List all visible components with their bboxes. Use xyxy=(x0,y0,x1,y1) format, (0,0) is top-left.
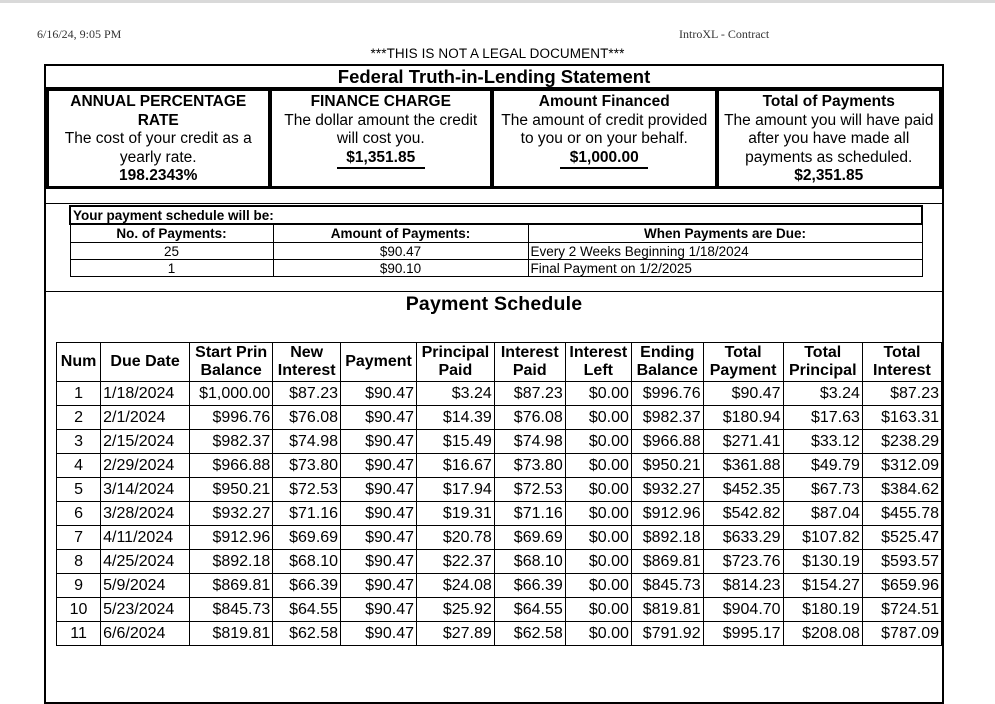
cell-num: 4 xyxy=(57,454,101,478)
cell-due-date: 5/9/2024 xyxy=(101,574,190,598)
apr-title: ANNUAL PERCENTAGE RATE xyxy=(70,93,247,129)
header-when-due: When Payments are Due: xyxy=(528,224,922,243)
cell-interest-left: $0.00 xyxy=(565,526,631,550)
cell-total-payment: $542.82 xyxy=(703,502,783,526)
cell-payment: $90.47 xyxy=(341,622,417,646)
amount-financed-box xyxy=(493,88,718,189)
cell-interest-paid: $69.69 xyxy=(494,526,565,550)
cell-principal-paid: $22.37 xyxy=(417,550,495,574)
cell-ending-balance: $950.21 xyxy=(631,454,703,478)
cell-due-date: 3/14/2024 xyxy=(101,478,190,502)
cell-payment: $90.47 xyxy=(341,430,417,454)
table-row xyxy=(57,454,942,478)
cell-total-interest: $659.96 xyxy=(862,574,941,598)
cell-ending-balance: $791.92 xyxy=(631,622,703,646)
cell-payment: $90.47 xyxy=(341,598,417,622)
cell-ending-balance: $932.27 xyxy=(631,478,703,502)
cell-due-date: 5/23/2024 xyxy=(101,598,190,622)
header-total-principal: Total Principal xyxy=(783,343,862,382)
amortization-table xyxy=(56,342,942,646)
cell-interest-left: $0.00 xyxy=(565,622,631,646)
cell-ending-balance: $966.88 xyxy=(631,430,703,454)
cell-total-principal: $17.63 xyxy=(783,406,862,430)
total-of-payments-title: Total of Payments xyxy=(762,93,895,110)
cell-interest-left: $0.00 xyxy=(565,574,631,598)
header-total-payment: Total Payment xyxy=(703,343,783,382)
cell-num: 1 xyxy=(57,382,101,406)
cell-start-prin-balance: $1,000.00 xyxy=(190,382,273,406)
cell-interest-left: $0.00 xyxy=(565,598,631,622)
cell-num: 10 xyxy=(57,598,101,622)
section-divider xyxy=(46,291,942,292)
cell-interest-paid: $64.55 xyxy=(494,598,565,622)
cell-total-principal: $130.19 xyxy=(783,550,862,574)
cell-payment: $90.47 xyxy=(341,478,417,502)
header-total-interest: Total Interest xyxy=(862,343,941,382)
cell-principal-paid: $17.94 xyxy=(417,478,495,502)
cell-due-date: 1/18/2024 xyxy=(101,382,190,406)
table-row xyxy=(57,382,942,406)
finance-charge-title: FINANCE CHARGE xyxy=(310,93,451,110)
cell-new-interest: $66.39 xyxy=(273,574,341,598)
cell-interest-left: $0.00 xyxy=(565,550,631,574)
statement-title: Federal Truth-in-Lending Statement xyxy=(46,66,942,88)
header-due-date: Due Date xyxy=(101,343,190,382)
cell-due-date: 2/29/2024 xyxy=(101,454,190,478)
cell-new-interest: $68.10 xyxy=(273,550,341,574)
cell-total-payment: $633.29 xyxy=(703,526,783,550)
cell-ending-balance: $869.81 xyxy=(631,550,703,574)
cell-total-interest: $312.09 xyxy=(862,454,941,478)
legal-notice: ***THIS IS NOT A LEGAL DOCUMENT*** xyxy=(370,46,625,61)
cell-new-interest: $71.16 xyxy=(273,502,341,526)
header-num: Num xyxy=(57,343,101,382)
cell-total-payment: $723.76 xyxy=(703,550,783,574)
cell-interest-paid: $76.08 xyxy=(494,406,565,430)
cell-payment: $90.47 xyxy=(341,526,417,550)
cell-principal-paid: $3.24 xyxy=(417,382,495,406)
cell-interest-left: $0.00 xyxy=(565,406,631,430)
cell-interest-paid: $66.39 xyxy=(494,574,565,598)
cell-new-interest: $76.08 xyxy=(273,406,341,430)
cell-interest-paid: $62.58 xyxy=(494,622,565,646)
cell-total-principal: $33.12 xyxy=(783,430,862,454)
amount-financed-value: $1,000.00 xyxy=(560,149,648,170)
cell-new-interest: $73.80 xyxy=(273,454,341,478)
cell-total-payment: $814.23 xyxy=(703,574,783,598)
header-number-of-payments: No. of Payments: xyxy=(70,224,273,243)
cell-total-payment: $904.70 xyxy=(703,598,783,622)
cell-total-interest: $525.47 xyxy=(862,526,941,550)
cell-start-prin-balance: $996.76 xyxy=(190,406,273,430)
cell-principal-paid: $20.78 xyxy=(417,526,495,550)
cell-ending-balance: $996.76 xyxy=(631,382,703,406)
cell-interest-left: $0.00 xyxy=(565,382,631,406)
cell-interest-paid: $68.10 xyxy=(494,550,565,574)
cell-total-principal: $49.79 xyxy=(783,454,862,478)
payment-schedule-summary-table xyxy=(69,205,923,277)
header-interest-left: Interest Left xyxy=(565,343,631,382)
cell-ending-balance: $912.96 xyxy=(631,502,703,526)
cell-total-interest: $163.31 xyxy=(862,406,941,430)
cell-ending-balance: $892.18 xyxy=(631,526,703,550)
summary-cell: $90.47 xyxy=(273,243,528,260)
header-ending-balance: Ending Balance xyxy=(631,343,703,382)
cell-new-interest: $74.98 xyxy=(273,430,341,454)
cell-start-prin-balance: $819.81 xyxy=(190,622,273,646)
table-row xyxy=(57,550,942,574)
cell-total-principal: $208.08 xyxy=(783,622,862,646)
amortization-header-row xyxy=(57,343,942,382)
cell-total-principal: $154.27 xyxy=(783,574,862,598)
cell-total-principal: $180.19 xyxy=(783,598,862,622)
apr-value: 198.2343% xyxy=(119,167,198,184)
header-amount-of-payments: Amount of Payments: xyxy=(273,224,528,243)
cell-interest-paid: $73.80 xyxy=(494,454,565,478)
cell-total-principal: $87.04 xyxy=(783,502,862,526)
cell-payment: $90.47 xyxy=(341,454,417,478)
cell-start-prin-balance: $982.37 xyxy=(190,430,273,454)
schedule-caption: Your payment schedule will be: xyxy=(70,206,922,224)
cell-total-interest: $87.23 xyxy=(862,382,941,406)
cell-due-date: 4/11/2024 xyxy=(101,526,190,550)
cell-payment: $90.47 xyxy=(341,550,417,574)
cell-num: 7 xyxy=(57,526,101,550)
truth-in-lending-frame xyxy=(44,64,944,704)
cell-interest-paid: $72.53 xyxy=(494,478,565,502)
cell-total-principal: $67.73 xyxy=(783,478,862,502)
cell-total-payment: $995.17 xyxy=(703,622,783,646)
cell-due-date: 4/25/2024 xyxy=(101,550,190,574)
table-row xyxy=(70,260,922,277)
header-principal-paid: Principal Paid xyxy=(417,343,495,382)
header-interest-paid: Interest Paid xyxy=(494,343,565,382)
cell-principal-paid: $24.08 xyxy=(417,574,495,598)
table-row xyxy=(57,526,942,550)
print-datetime: 6/16/24, 9:05 PM xyxy=(37,27,122,41)
cell-start-prin-balance: $950.21 xyxy=(190,478,273,502)
cell-interest-left: $0.00 xyxy=(565,454,631,478)
payment-schedule-title: Payment Schedule xyxy=(405,293,583,315)
summary-cell: 1 xyxy=(70,260,273,277)
cell-start-prin-balance: $912.96 xyxy=(190,526,273,550)
finance-charge-description: The dollar amount the credit will cost you. xyxy=(284,111,478,147)
section-divider xyxy=(46,203,942,204)
apr-description: The cost of your credit as a yearly rate. xyxy=(64,130,252,166)
summary-cell: Every 2 Weeks Beginning 1/18/2024 xyxy=(528,243,922,260)
table-row xyxy=(57,622,942,646)
cell-due-date: 3/28/2024 xyxy=(101,502,190,526)
cell-new-interest: $87.23 xyxy=(273,382,341,406)
header-payment: Payment xyxy=(341,343,417,382)
cell-total-payment: $180.94 xyxy=(703,406,783,430)
header-new-interest: New Interest xyxy=(273,343,341,382)
cell-payment: $90.47 xyxy=(341,574,417,598)
total-of-payments-description: The amount you will have paid after you have made all payments as scheduled. xyxy=(724,111,934,166)
print-page-title: IntroXL - Contract xyxy=(679,27,770,41)
cell-interest-left: $0.00 xyxy=(565,478,631,502)
table-row xyxy=(70,243,922,260)
cell-total-interest: $593.57 xyxy=(862,550,941,574)
table-row xyxy=(57,574,942,598)
cell-start-prin-balance: $932.27 xyxy=(190,502,273,526)
cell-num: 3 xyxy=(57,430,101,454)
cell-due-date: 6/6/2024 xyxy=(101,622,190,646)
cell-interest-paid: $71.16 xyxy=(494,502,565,526)
cell-payment: $90.47 xyxy=(341,406,417,430)
table-row xyxy=(57,430,942,454)
cell-num: 8 xyxy=(57,550,101,574)
cell-total-principal: $107.82 xyxy=(783,526,862,550)
cell-principal-paid: $15.49 xyxy=(417,430,495,454)
cell-payment: $90.47 xyxy=(341,382,417,406)
cell-ending-balance: $845.73 xyxy=(631,574,703,598)
cell-total-interest: $724.51 xyxy=(862,598,941,622)
cell-principal-paid: $16.67 xyxy=(417,454,495,478)
cell-num: 6 xyxy=(57,502,101,526)
amortization-body xyxy=(57,382,942,646)
cell-start-prin-balance: $869.81 xyxy=(190,574,273,598)
cell-interest-left: $0.00 xyxy=(565,502,631,526)
browser-top-edge xyxy=(0,0,995,3)
cell-principal-paid: $14.39 xyxy=(417,406,495,430)
cell-ending-balance: $982.37 xyxy=(631,406,703,430)
cell-interest-paid: $87.23 xyxy=(494,382,565,406)
header-start-prin-balance: Start Prin Balance xyxy=(190,343,273,382)
cell-num: 11 xyxy=(57,622,101,646)
cell-due-date: 2/1/2024 xyxy=(101,406,190,430)
amount-financed-description: The amount of credit provided to you or on your behalf. xyxy=(501,111,708,147)
table-row xyxy=(57,478,942,502)
cell-due-date: 2/15/2024 xyxy=(101,430,190,454)
table-row xyxy=(57,502,942,526)
cell-principal-paid: $27.89 xyxy=(417,622,495,646)
cell-total-payment: $452.35 xyxy=(703,478,783,502)
cell-num: 9 xyxy=(57,574,101,598)
cell-total-payment: $90.47 xyxy=(703,382,783,406)
cell-principal-paid: $25.92 xyxy=(417,598,495,622)
total-of-payments-box xyxy=(718,88,943,189)
finance-charge-value: $1,351.85 xyxy=(337,149,425,170)
cell-new-interest: $64.55 xyxy=(273,598,341,622)
apr-box xyxy=(46,88,271,189)
cell-interest-paid: $74.98 xyxy=(494,430,565,454)
cell-payment: $90.47 xyxy=(341,502,417,526)
cell-principal-paid: $19.31 xyxy=(417,502,495,526)
table-row xyxy=(57,598,942,622)
cell-new-interest: $62.58 xyxy=(273,622,341,646)
cell-new-interest: $69.69 xyxy=(273,526,341,550)
summary-cell: Final Payment on 1/2/2025 xyxy=(528,260,922,277)
summary-cell: 25 xyxy=(70,243,273,260)
cell-num: 2 xyxy=(57,406,101,430)
cell-start-prin-balance: $966.88 xyxy=(190,454,273,478)
table-row xyxy=(57,406,942,430)
cell-start-prin-balance: $845.73 xyxy=(190,598,273,622)
cell-total-principal: $3.24 xyxy=(783,382,862,406)
cell-new-interest: $72.53 xyxy=(273,478,341,502)
cell-ending-balance: $819.81 xyxy=(631,598,703,622)
cell-start-prin-balance: $892.18 xyxy=(190,550,273,574)
cell-total-payment: $361.88 xyxy=(703,454,783,478)
cell-interest-left: $0.00 xyxy=(565,430,631,454)
total-of-payments-value: $2,351.85 xyxy=(785,167,873,188)
cell-total-interest: $787.09 xyxy=(862,622,941,646)
cell-total-interest: $455.78 xyxy=(862,502,941,526)
amount-financed-title: Amount Financed xyxy=(538,93,670,110)
cell-total-payment: $271.41 xyxy=(703,430,783,454)
finance-charge-box xyxy=(271,88,494,189)
cell-total-interest: $238.29 xyxy=(862,430,941,454)
summary-cell: $90.10 xyxy=(273,260,528,277)
cell-total-interest: $384.62 xyxy=(862,478,941,502)
disclosure-boxes xyxy=(46,88,942,189)
cell-num: 5 xyxy=(57,478,101,502)
